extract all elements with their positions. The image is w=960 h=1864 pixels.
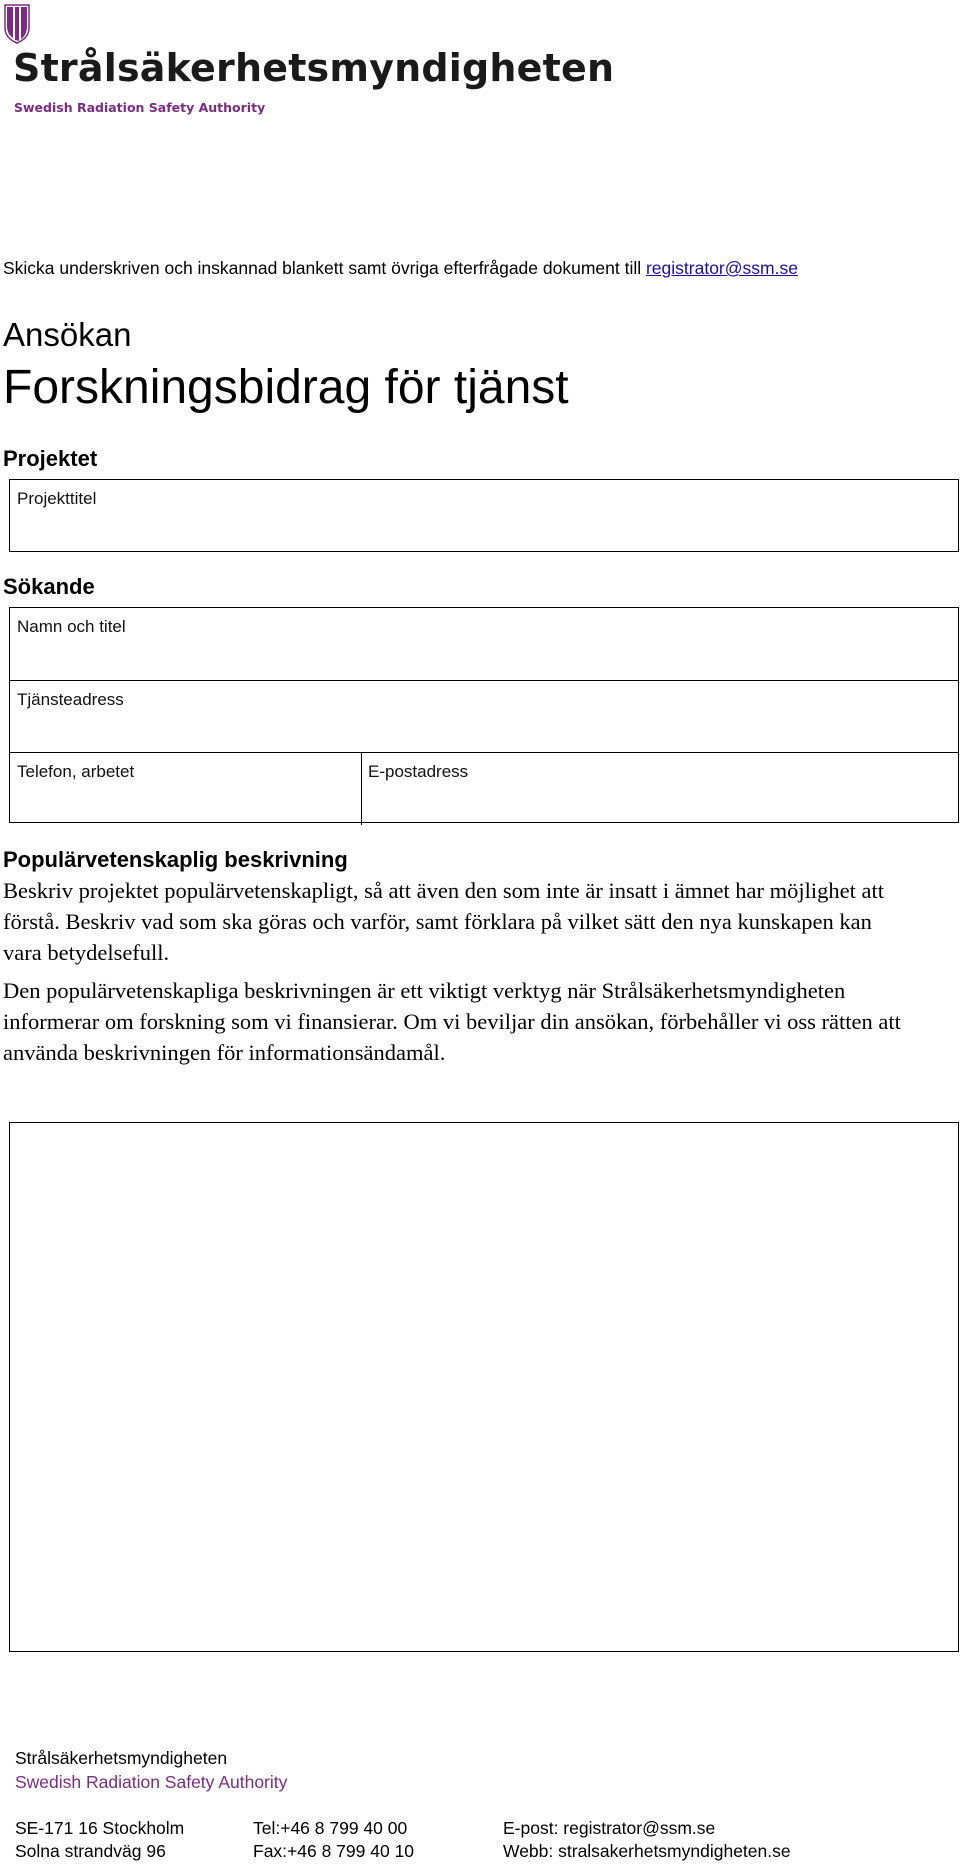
popular-science-instructions: Beskriv projektet populärvetenskapligt, så att även den som inte är insatt i ämnet har möjlighet att förstå. Beskriv vad som ska göras och varför, samt förklara på vilket sätt den nya kunskapen kan vara betydelsefull. — [3, 878, 885, 965]
project-title-field[interactable] — [9, 479, 959, 552]
work-phone-label: Telefon, arbetet — [17, 762, 135, 781]
footer-postal-address: SE-171 16 Stockholm — [15, 1818, 185, 1838]
instruction-text: Skicka underskriven och inskannad blankett samt övriga efterfrågade dokument till — [3, 258, 646, 278]
footer-telephone: Tel:+46 8 799 40 00 — [253, 1818, 408, 1838]
logo-icon — [4, 4, 30, 44]
footer-street-address: Solna strandväg 96 — [15, 1841, 166, 1861]
logo-name: Strålsäkerhetsmyndigheten — [13, 46, 615, 90]
footer-organization: Strålsäkerhetsmyndigheten — [15, 1748, 228, 1768]
footer-email: E-post: registrator@ssm.se — [503, 1818, 716, 1838]
footer-organization-english: Swedish Radiation Safety Authority — [15, 1772, 288, 1792]
registrator-email-link[interactable]: registrator@ssm.se — [645, 258, 798, 278]
document-title: Forskningsbidrag för tjänst — [3, 361, 569, 414]
email-field[interactable] — [361, 753, 958, 825]
name-title-field[interactable] — [10, 608, 958, 680]
project-title-label: Projekttitel — [17, 489, 97, 508]
name-title-label: Namn och titel — [17, 617, 126, 636]
document-kicker: Ansökan — [3, 316, 132, 353]
popular-science-usage-note: Den populärvetenskapliga beskrivningen är ett viktigt verktyg när Strålsäkerhetsmyndigheten informerar om forskning som vi finansierar. Om vi beviljar din ansökan, förbehåller vi oss rätten att använda beskrivningen för informationsändamål. — [3, 978, 901, 1065]
popular-science-heading: Populärvetenskaplig beskrivning — [3, 847, 348, 872]
submission-instruction — [3, 258, 798, 279]
work-phone-field[interactable] — [10, 753, 361, 825]
footer-fax: Fax:+46 8 799 40 10 — [253, 1841, 415, 1861]
logo-subtitle: Swedish Radiation Safety Authority — [14, 100, 266, 115]
applicant-form — [9, 607, 959, 823]
project-heading: Projektet — [3, 446, 98, 471]
contact-row — [10, 752, 958, 825]
email-label: E-postadress — [368, 762, 469, 781]
applicant-heading: Sökande — [3, 574, 95, 599]
work-address-field[interactable] — [10, 680, 958, 753]
work-address-label: Tjänsteadress — [17, 690, 124, 709]
popular-science-description-field[interactable] — [9, 1122, 959, 1652]
footer-website: Webb: stralsakerhetsmyndigheten.se — [503, 1841, 791, 1861]
